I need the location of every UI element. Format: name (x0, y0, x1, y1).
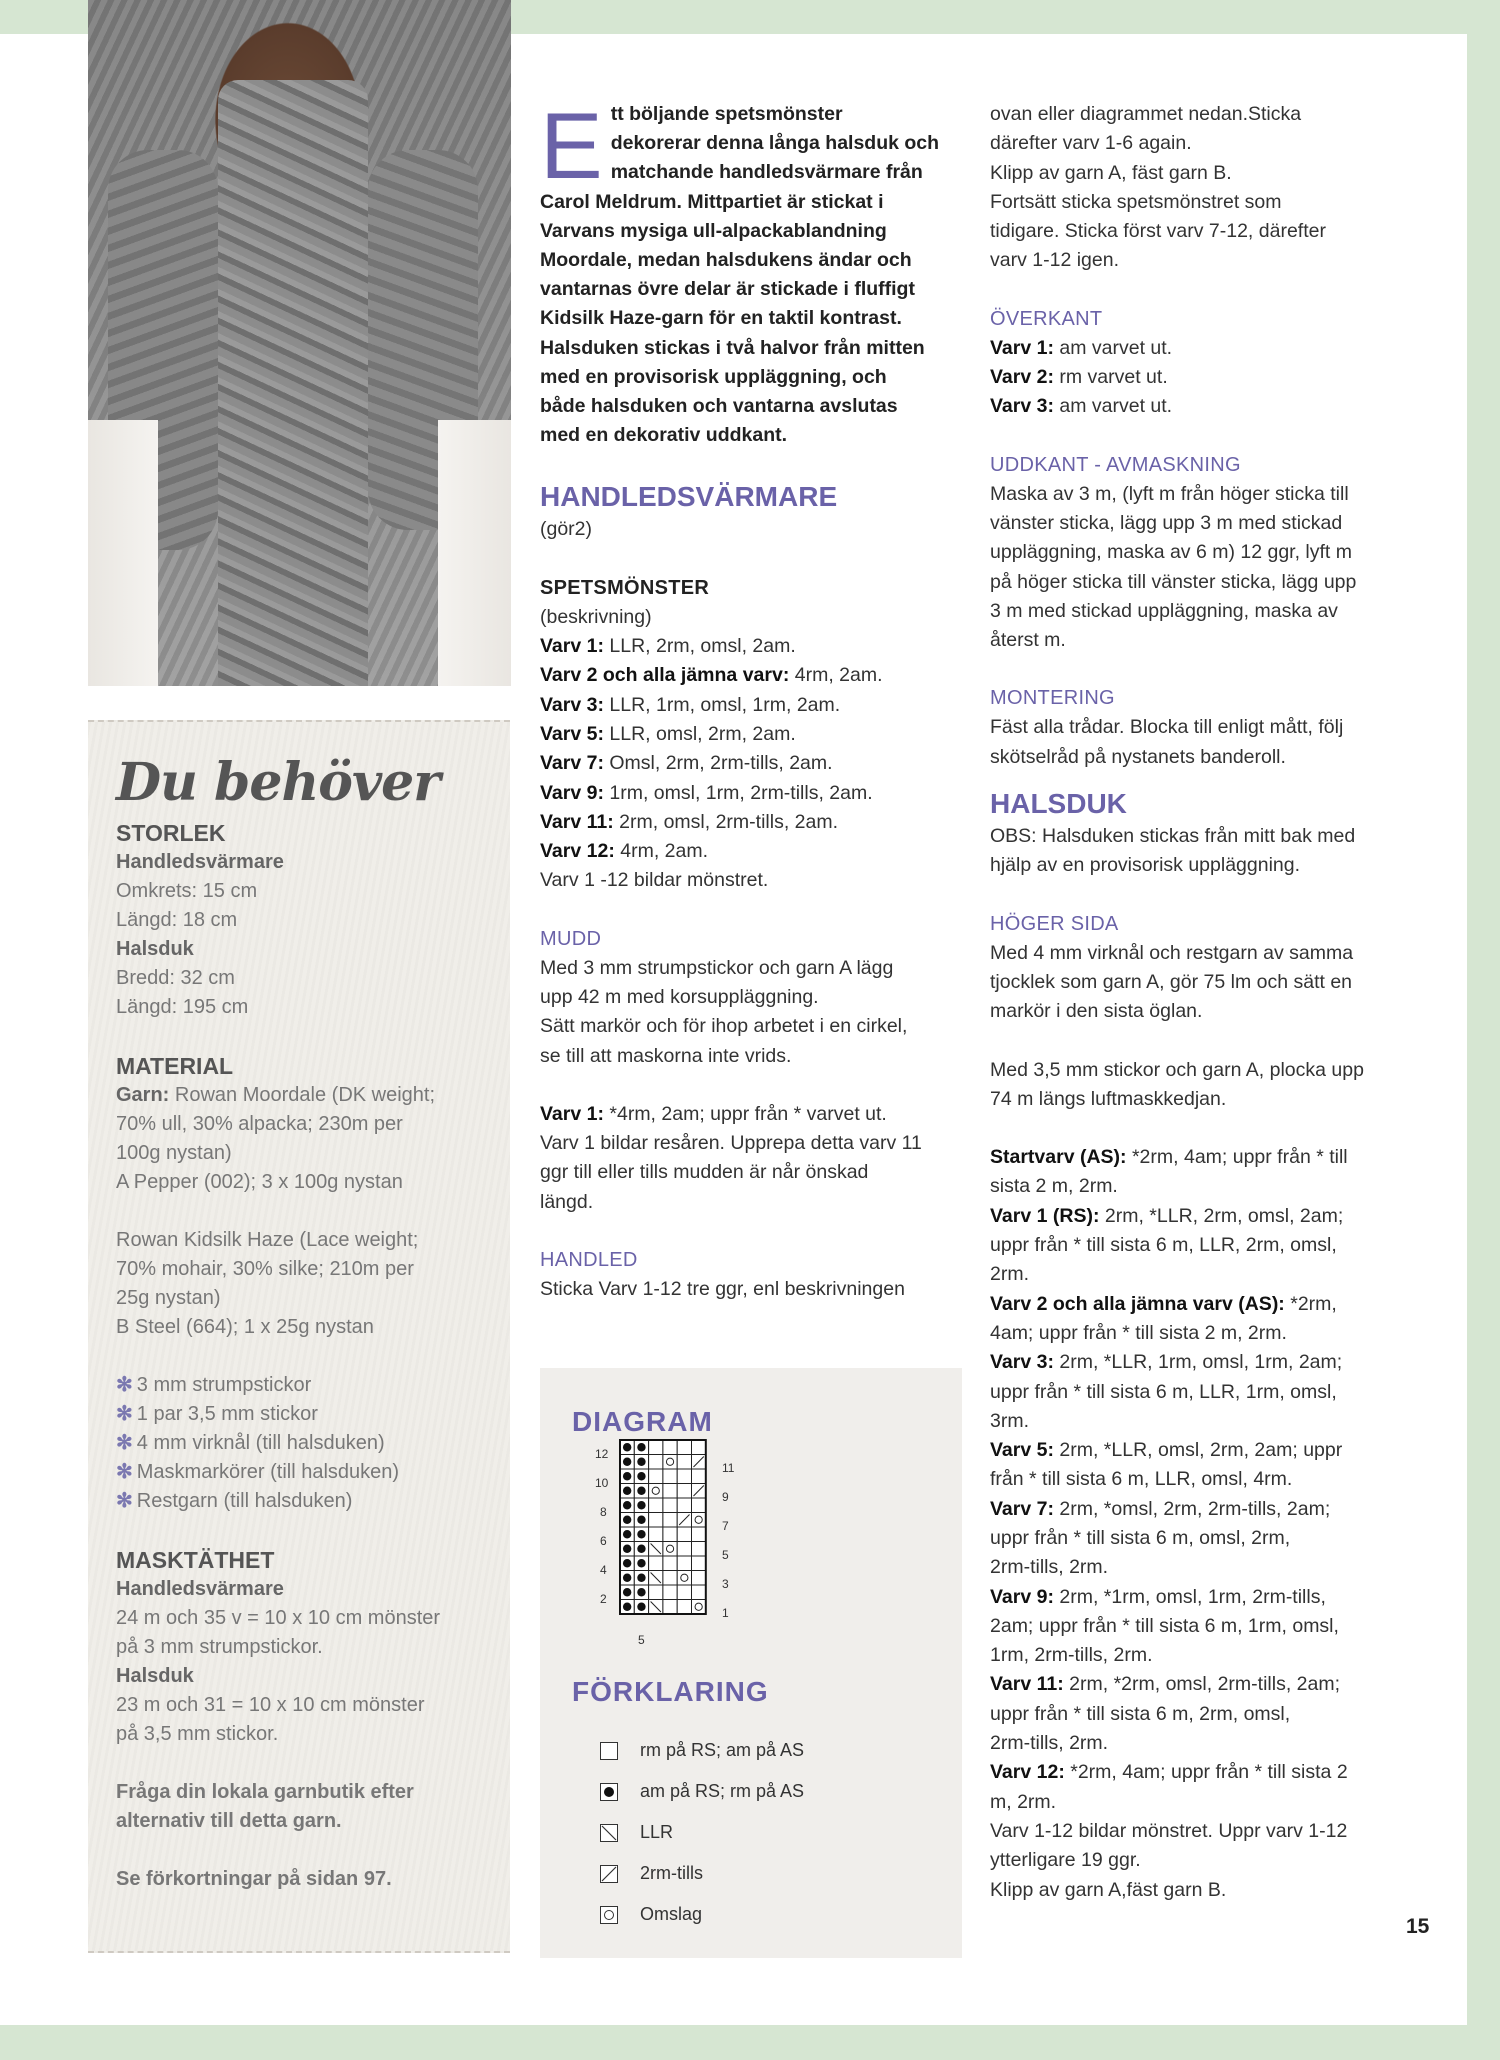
purl-dot (637, 1574, 645, 1582)
text-line: längd. (540, 1190, 594, 1213)
row-text: LLR, 2rm, omsl, 2am. (603, 635, 796, 658)
purl-dot (637, 1530, 645, 1538)
column-3 (990, 100, 1430, 1905)
legend-title: FÖRKLARING (572, 1676, 769, 1707)
row-label: Varv 9: (990, 1585, 1054, 1608)
row-number: 8 (600, 1505, 607, 1519)
row-text: 2rm, *LLR, 1rm, omsl, 1rm, 2am; (1053, 1351, 1343, 1374)
chart-cell (663, 1556, 677, 1571)
intro-paragraph (540, 93, 962, 450)
text-line: Med 3,5 mm stickor och garn A, plocka upp (990, 1058, 1364, 1081)
row-text: 2rm, omsl, 2rm-tills, 2am. (613, 810, 839, 833)
row-label: Varv 12: (990, 1761, 1065, 1784)
bullet-text: Maskmarkörer (till halsduken) (136, 1461, 400, 1483)
text-line: (gör2) (540, 518, 593, 541)
page-number: 15 (1406, 1915, 1430, 1938)
row-text: 2rm, *1rm, omsl, 1rm, 2rm-tills, (1053, 1585, 1326, 1608)
text-line: uppläggning, maska av 6 m) 12 ggr, lyft m (990, 541, 1353, 564)
purl-dot (623, 1530, 631, 1538)
chart-cell (663, 1455, 677, 1470)
purl-dot (637, 1559, 645, 1567)
text-line: Med 4 mm virknål och restgarn av samma (990, 941, 1354, 964)
note-line: Fråga din lokala garnbutik efter (116, 1781, 414, 1803)
row-label: Varv 5: (990, 1439, 1054, 1462)
row-label: Varv 7: (990, 1497, 1054, 1520)
text-line: Bredd: 32 cm (116, 967, 235, 989)
legend-text: rm på RS; am på AS (640, 1740, 805, 1760)
pattern-row (990, 334, 1430, 363)
row-text: *4rm, 2am; uppr från * varvet ut. (603, 1102, 887, 1125)
intro-line: tt böljande spetsmönster (610, 103, 843, 125)
text-line: 2rm-tills, 2rm. (990, 1556, 1109, 1579)
text-line: markör i den sista öglan. (990, 1000, 1203, 1023)
row-label: Varv 2: (990, 366, 1054, 389)
row-text: Omsl, 2rm, 2rm-tills, 2am. (603, 752, 833, 775)
purl-dot (637, 1501, 645, 1509)
pattern-row (540, 691, 962, 720)
intro-line: Carol Meldrum. Mittpartiet är stickat i (540, 190, 884, 213)
diagram-box (540, 1368, 962, 1958)
text-line: 1rm, 2rm-tills, 2rm. (990, 1644, 1153, 1667)
purl-dot (637, 1516, 645, 1524)
chart-cell (677, 1527, 691, 1542)
row-number: 5 (722, 1548, 729, 1562)
row-number: 9 (722, 1490, 729, 1504)
text-line: varv 1-12 igen. (990, 249, 1119, 272)
chart-cell (649, 1440, 663, 1455)
chart-cell (677, 1440, 691, 1455)
row-text: am varvet ut. (1053, 336, 1173, 359)
text-span: Rowan Moordale (DK weight; (174, 1084, 436, 1106)
row-text: 2rm, *LLR, 2rm, omsl, 2am; (1099, 1204, 1344, 1227)
row-label: Varv 11: (540, 810, 614, 833)
sidebar-title: Du behöver (116, 752, 440, 813)
pattern-row (540, 837, 962, 866)
slash-square-icon (600, 1865, 618, 1883)
legend-text: LLR (640, 1822, 674, 1842)
bullet-text: 3 mm strumpstickor (136, 1374, 312, 1396)
row-number: 2 (600, 1592, 607, 1606)
purl-dot (637, 1603, 645, 1611)
row-text: *2rm, 4am; uppr från * till sista 2 (1064, 1761, 1348, 1784)
subheading: Halsduk (116, 1665, 194, 1687)
chart-cell (663, 1513, 677, 1528)
section-heading: STORLEK (116, 820, 226, 846)
dot-square-icon (600, 1783, 618, 1801)
diagram-title: DIAGRAM (572, 1406, 713, 1437)
text-line: uppr från * till sista 6 m, 2rm, omsl, (990, 1702, 1291, 1725)
chart-cell (677, 1556, 691, 1571)
text-line: 2rm. (990, 1263, 1029, 1286)
row-number: 12 (595, 1447, 609, 1461)
row-text: 4rm, 2am. (614, 840, 708, 863)
sleeve (88, 420, 158, 686)
chart-cell (663, 1585, 677, 1600)
text-line: Varv 1 bildar resåren. Upprepa detta varv 11 (540, 1132, 922, 1155)
text-line: 2am; uppr från * till sista 6 m, 1rm, omsl, (990, 1614, 1339, 1637)
pattern-row (990, 363, 1430, 392)
asterisk-icon: ✻ (116, 1374, 133, 1396)
chart-cell (692, 1556, 706, 1571)
text-line: Fortsätt sticka spetsmönstret som (990, 190, 1282, 213)
text-line: uppr från * till sista 6 m, LLR, 2rm, omsl, (990, 1234, 1337, 1257)
chart-cell (663, 1571, 677, 1586)
row-label: Varv 5: (540, 722, 604, 745)
bullet-item (116, 1429, 496, 1458)
row-label: Startvarv (AS): (990, 1146, 1127, 1169)
pattern-row (540, 720, 962, 749)
text-line: 2rm-tills, 2rm. (990, 1732, 1109, 1755)
product-photo (88, 0, 511, 686)
chart-cell (663, 1542, 677, 1557)
row-text: am varvet ut. (1053, 395, 1173, 418)
bullet-text: Restgarn (till halsduken) (136, 1490, 353, 1512)
text-line: Klipp av garn A,fäst garn B. (990, 1878, 1227, 1901)
text-line: se till att maskorna inte vrids. (540, 1044, 792, 1067)
text-line: på 3 mm strumpstickor. (116, 1636, 323, 1658)
text-line: upp 42 m med korsuppläggning. (540, 986, 819, 1008)
intro-line: Varvans mysiga ull-alpackablandning (540, 219, 887, 242)
section-heading: MASKTÄTHET (116, 1547, 275, 1573)
text-line: 74 m längs luftmaskkedjan. (990, 1087, 1227, 1110)
row-number: 3 (722, 1577, 729, 1591)
empty-square-icon (600, 1742, 618, 1760)
section-heading: HÖGER SIDA (990, 912, 1119, 935)
asterisk-icon: ✻ (116, 1461, 133, 1483)
row-number: 11 (722, 1461, 735, 1475)
row-label: Varv 7: (540, 752, 604, 775)
chart-cell (692, 1469, 706, 1484)
legend-item (600, 1812, 940, 1853)
chart-cell (692, 1600, 706, 1615)
text-line: Sätt markör och för ihop arbetet i en cirkel, (540, 1015, 908, 1038)
chart-cell (663, 1600, 677, 1615)
pattern-row (540, 632, 962, 661)
text-line: hjälp av en provisorisk uppläggning. (990, 854, 1301, 877)
row-text: LLR, 1rm, omsl, 1rm, 2am. (603, 693, 841, 716)
text-line: Varv 1 -12 bildar mönstret. (540, 869, 769, 892)
intro-line: Kidsilk Haze-garn för en taktil kontrast. (540, 307, 902, 330)
section-heading: UDDKANT - AVMASKNING (990, 453, 1241, 476)
intro-line: Moordale, medan halsdukens ändar och (540, 249, 912, 272)
column-2 (540, 93, 962, 1304)
row-text: 1rm, omsl, 1rm, 2rm-tills, 2am. (603, 781, 873, 804)
text-line: OBS: Halsduken stickas från mitt bak med (990, 825, 1356, 848)
asterisk-icon: ✻ (116, 1490, 133, 1512)
purl-dot (623, 1545, 631, 1553)
bullet-item (116, 1371, 496, 1400)
chart-cell (663, 1469, 677, 1484)
text-line: Sticka Varv 1-12 tre ggr, enl beskrivningen (540, 1278, 905, 1301)
pattern-row (540, 661, 962, 690)
section-heading: HANDLED (540, 1249, 638, 1272)
asterisk-icon: ✻ (116, 1403, 133, 1425)
row-label: Varv 9: (540, 781, 604, 804)
purl-dot (637, 1443, 645, 1451)
row-label: Varv 3: (990, 395, 1054, 418)
chart-cell (677, 1455, 691, 1470)
chart-cell (677, 1498, 691, 1513)
purl-dot (623, 1516, 631, 1524)
purl-dot (623, 1588, 631, 1596)
section-title: HALSDUK (990, 788, 1127, 820)
purl-dot (637, 1487, 645, 1495)
text-line: 25g nystan) (116, 1287, 221, 1309)
chart-cell (663, 1498, 677, 1513)
purl-dot (623, 1501, 631, 1509)
text-line: därefter varv 1-6 again. (990, 132, 1192, 155)
text-line: på höger sticka till vänster sticka, lägg upp (990, 570, 1357, 593)
text-line: ovan eller diagrammet nedan.Sticka (990, 103, 1302, 125)
text-line: sista 2 m, 2rm. (990, 1175, 1118, 1198)
text-line: Maska av 3 m, (lyft m från höger sticka till (990, 482, 1349, 505)
subheading: Handledsvärmare (116, 851, 284, 873)
text-line: ytterligare 19 ggr. (990, 1849, 1141, 1872)
text-line: 4am; uppr från * till sista 2 m, 2rm. (990, 1321, 1287, 1344)
text-line: (beskrivning) (540, 605, 652, 628)
bullet-item (116, 1400, 496, 1429)
purl-dot (623, 1574, 631, 1582)
chart-cell (649, 1556, 663, 1571)
section-title: HANDLEDSVÄRMARE (540, 481, 838, 513)
purl-dot (623, 1603, 631, 1611)
row-label: Varv 3: (540, 693, 604, 716)
purl-dot (623, 1559, 631, 1567)
drop-cap: E (540, 93, 603, 198)
chart-cell (649, 1484, 663, 1499)
pattern-row (990, 1143, 1430, 1172)
row-text: 2rm, *2rm, omsl, 2rm-tills, 2am; (1063, 1673, 1341, 1696)
section-heading: MONTERING (990, 687, 1115, 710)
note-line: Se förkortningar på sidan 97. (116, 1868, 392, 1890)
pattern-row (540, 808, 962, 837)
text-line: uppr från * till sista 6 m, omsl, 2rm, (990, 1526, 1291, 1549)
bullet-text: 1 par 3,5 mm stickor (136, 1403, 318, 1425)
text-line: Längd: 195 cm (116, 996, 249, 1018)
legend-item (600, 1894, 940, 1935)
chart-cell (692, 1542, 706, 1557)
text-line: 24 m och 35 v = 10 x 10 cm mönster (116, 1607, 441, 1629)
text-line: 3rm. (990, 1409, 1029, 1432)
row-text: *2rm, 4am; uppr från * till (1126, 1146, 1348, 1169)
row-number: 10 (595, 1476, 609, 1490)
chart-cell (649, 1498, 663, 1513)
column-number: 5 (638, 1633, 645, 1647)
chart-cell (692, 1527, 706, 1542)
purl-dot (623, 1458, 631, 1466)
row-number: 6 (600, 1534, 607, 1548)
legend-text: am på RS; rm på AS (640, 1781, 805, 1801)
pattern-row (540, 1100, 962, 1129)
chart-cell (649, 1585, 663, 1600)
text-line: uppr från * till sista 6 m, LLR, 1rm, omsl, (990, 1380, 1337, 1403)
garn-label: Garn: (116, 1084, 170, 1106)
text-line: Fäst alla trådar. Blocka till enligt mått, följ (990, 716, 1344, 739)
circle-square-icon (600, 1906, 618, 1924)
text-line: från * till sista 6 m, LLR, omsl, 4rm. (990, 1468, 1293, 1491)
purl-dot (637, 1458, 645, 1466)
chart-cell (649, 1469, 663, 1484)
legend-item (600, 1853, 940, 1894)
text-line (116, 1081, 496, 1110)
purl-dot (637, 1545, 645, 1553)
row-text: *2rm, (1284, 1292, 1337, 1315)
note-line: alternativ till detta garn. (116, 1810, 342, 1832)
purl-dot (623, 1443, 631, 1451)
chart-cell (677, 1542, 691, 1557)
legend-item (600, 1771, 940, 1812)
chart-cell (649, 1455, 663, 1470)
chart-cell (663, 1484, 677, 1499)
chart-cell (677, 1469, 691, 1484)
row-number: 7 (722, 1519, 729, 1533)
pattern-row (540, 779, 962, 808)
pattern-row (540, 749, 962, 778)
chart-cell (692, 1513, 706, 1528)
sleeve (438, 420, 511, 686)
pattern-row (990, 1495, 1430, 1524)
text-line: skötselråd på nystanets banderoll. (990, 745, 1286, 768)
text-line: 23 m och 31 = 10 x 10 cm mönster (116, 1694, 425, 1716)
legend (600, 1730, 940, 1935)
text-line: 100g nystan) (116, 1142, 232, 1164)
chart-cell (677, 1600, 691, 1615)
intro-line: dekorerar denna långa halsduk och (610, 132, 940, 155)
pattern-row (990, 1670, 1430, 1699)
pattern-row (990, 1436, 1430, 1465)
backslash-square-icon (600, 1824, 618, 1842)
row-label: Varv 1: (990, 336, 1054, 359)
bullet-item (116, 1487, 496, 1516)
intro-line: med en provisorisk uppläggning, och (540, 365, 887, 388)
text-line: återst m. (990, 629, 1066, 652)
text-line: Rowan Kidsilk Haze (Lace weight; (116, 1229, 419, 1251)
section-heading: MUDD (540, 927, 602, 950)
pattern-row (990, 1758, 1430, 1787)
row-label: Varv 12: (540, 840, 615, 863)
row-text: LLR, omsl, 2rm, 2am. (603, 722, 796, 745)
intro-line: vantarnas övre delar är stickade i fluffigt (540, 278, 915, 301)
text-line: A Pepper (002); 3 x 100g nystan (116, 1171, 403, 1193)
section-heading: SPETSMÖNSTER (540, 576, 710, 599)
row-text: 2rm, *LLR, omsl, 2rm, 2am; uppr (1053, 1439, 1343, 1462)
legend-text: Omslag (640, 1904, 703, 1924)
section-heading: ÖVERKANT (990, 307, 1103, 330)
row-label: Varv 2 och alla jämna varv: (540, 664, 790, 687)
text-line: 70% mohair, 30% silke; 210m per (116, 1258, 414, 1280)
row-text: rm varvet ut. (1053, 366, 1168, 389)
text-line: på 3,5 mm stickor. (116, 1723, 279, 1745)
row-label: Varv 1: (540, 1102, 604, 1125)
chart-cell (649, 1527, 663, 1542)
pattern-row (990, 1348, 1430, 1377)
text-line: B Steel (664); 1 x 25g nystan (116, 1316, 374, 1338)
chart-cell (692, 1440, 706, 1455)
row-label: Varv 11: (990, 1673, 1064, 1696)
pattern-row (990, 392, 1430, 421)
intro-line: matchande handledsvärmare från (610, 161, 923, 184)
text-line: ggr till eller tills mudden är når önskad (540, 1161, 869, 1184)
chart-cell (663, 1527, 677, 1542)
pattern-row (990, 1202, 1430, 1231)
pattern-row (990, 1290, 1430, 1319)
chart-grid (620, 1440, 706, 1614)
scarf (218, 80, 368, 686)
intro-line: både halsduken och vantarna avslutas (540, 395, 898, 418)
text-line: Omkrets: 15 cm (116, 880, 258, 902)
legend-item (600, 1730, 940, 1771)
subheading: Handledsvärmare (116, 1578, 284, 1600)
section-heading: MATERIAL (116, 1053, 234, 1079)
subheading: Halsduk (116, 938, 194, 960)
bullet-item (116, 1458, 496, 1487)
row-label: Varv 2 och alla jämna varv (AS): (990, 1292, 1285, 1315)
row-label: Varv 3: (990, 1351, 1054, 1374)
materials-sidebar (88, 720, 510, 1953)
row-number: 1 (722, 1606, 729, 1620)
intro-line: med en dekorativ uddkant. (540, 424, 788, 447)
intro-line: Halsduken stickas i två halvor från mitten (540, 336, 925, 359)
text-line: m, 2rm. (990, 1790, 1057, 1813)
row-text: 4rm, 2am. (789, 664, 883, 687)
asterisk-icon: ✻ (116, 1432, 133, 1454)
chart-cell (692, 1585, 706, 1600)
chart-cell (677, 1571, 691, 1586)
row-label: Varv 1: (540, 635, 604, 658)
purl-dot (637, 1472, 645, 1480)
chart-cell (663, 1440, 677, 1455)
row-label: Varv 1 (RS): (990, 1204, 1100, 1227)
pattern-row (990, 1583, 1430, 1612)
chart-cell (692, 1571, 706, 1586)
legend-text: 2rm-tills (640, 1863, 703, 1883)
text-line: Längd: 18 cm (116, 909, 238, 931)
text-line: tidigare. Sticka först varv 7-12, därefter (990, 220, 1326, 243)
row-number: 4 (600, 1563, 607, 1577)
purl-dot (623, 1487, 631, 1495)
chart-cell (677, 1484, 691, 1499)
text-line: Med 3 mm strumpstickor och garn A lägg (540, 956, 894, 979)
text-line: tjocklek som garn A, gör 75 lm och sätt en (990, 970, 1353, 993)
text-line: 70% ull, 30% alpacka; 230m per (116, 1113, 403, 1135)
chart-cell (649, 1513, 663, 1528)
text-line: Klipp av garn A, fäst garn B. (990, 161, 1232, 184)
chart-cell (677, 1585, 691, 1600)
row-text: 2rm, *omsl, 2rm, 2rm-tills, 2am; (1053, 1497, 1331, 1520)
chart-cell (692, 1498, 706, 1513)
text-line: 3 m med stickad uppläggning, maska av (990, 599, 1338, 622)
purl-dot (637, 1588, 645, 1596)
text-line: Varv 1-12 bildar mönstret. Uppr varv 1-12 (990, 1819, 1348, 1842)
bullet-text: 4 mm virknål (till halsduken) (136, 1432, 385, 1454)
knitting-chart (540, 1428, 962, 1678)
text-line: vänster sticka, lägg upp 3 m med stickad (990, 511, 1343, 534)
purl-dot (623, 1472, 631, 1480)
